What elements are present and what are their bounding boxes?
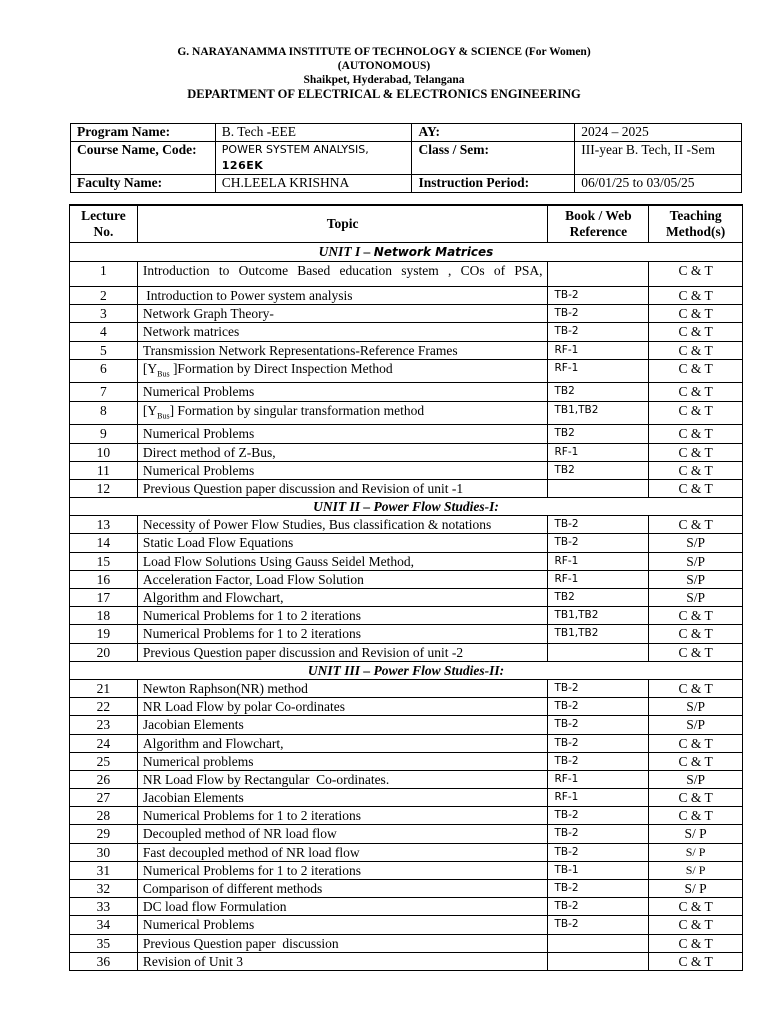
course-name-label: Course Name, Code:: [71, 142, 216, 175]
teaching-method: C & T: [649, 607, 743, 625]
lecture-row: [70, 934, 743, 952]
lecture-number: 34: [70, 916, 138, 934]
teaching-method: C & T: [649, 461, 743, 479]
book-web-reference: TB2: [548, 461, 649, 479]
lecture-number: 30: [70, 843, 138, 861]
instruction-period-label: Instruction Period:: [412, 175, 575, 193]
lecture-row: [70, 607, 743, 625]
lecture-topic: Necessity of Power Flow Studies, Bus classification & notations: [137, 516, 548, 534]
lecture-row: [70, 807, 743, 825]
book-web-reference: RF-1: [548, 789, 649, 807]
lecture-row: [70, 916, 743, 934]
class-sem-label: Class / Sem:: [412, 142, 575, 175]
lecture-row: [70, 287, 743, 305]
lecture-row: [70, 770, 743, 788]
unit-2-title: UNIT II – Power Flow Studies-I:: [313, 499, 499, 515]
book-web-reference: TB-2: [548, 516, 649, 534]
lecture-number: 14: [70, 534, 138, 552]
unit-2-heading: [70, 498, 743, 516]
book-web-reference: TB2: [548, 425, 649, 443]
lecture-row: [70, 679, 743, 697]
lecture-topic: Direct method of Z-Bus,: [137, 443, 548, 461]
book-web-reference: TB1,TB2: [548, 625, 649, 643]
lecture-topic: [137, 359, 548, 383]
lecture-topic: Newton Raphson(NR) method: [137, 679, 548, 697]
lecture-row: [70, 461, 743, 479]
lecture-row: [70, 305, 743, 323]
teaching-method: S/P: [649, 570, 743, 588]
teaching-method: C & T: [649, 734, 743, 752]
lecture-number: 28: [70, 807, 138, 825]
unit-heading: [70, 498, 743, 516]
book-web-reference: TB-2: [548, 880, 649, 898]
lecture-topic: Numerical Problems: [137, 461, 548, 479]
lecture-topic: Jacobian Elements: [137, 716, 548, 734]
schedule-body: [70, 243, 743, 971]
teaching-method: S/P: [649, 698, 743, 716]
lecture-row: [70, 323, 743, 341]
teaching-method: C & T: [649, 359, 743, 383]
class-sem-value: III-year B. Tech, II -Sem: [575, 142, 742, 175]
unit-heading: [70, 243, 743, 262]
document-header: [0, 45, 768, 101]
lecture-topic: Previous Question paper discussion and Revision of unit -2: [137, 643, 548, 661]
teaching-method: S/ P: [649, 861, 743, 879]
lecture-topic: Static Load Flow Equations: [137, 534, 548, 552]
lecture-row: [70, 589, 743, 607]
lecture-topic: Comparison of different methods: [137, 880, 548, 898]
book-web-reference: TB-2: [548, 916, 649, 934]
lecture-number: 18: [70, 607, 138, 625]
header-teaching-method: Teaching Method(s): [649, 205, 743, 243]
lecture-topic: Jacobian Elements: [137, 789, 548, 807]
lecture-topic: Numerical Problems for 1 to 2 iterations: [137, 861, 548, 879]
book-web-reference: RF-1: [548, 341, 649, 359]
lecture-topic: [137, 401, 548, 425]
course-code-value: 126EK: [221, 159, 264, 172]
lecture-topic: Acceleration Factor, Load Flow Solution: [137, 570, 548, 588]
lecture-number: 23: [70, 716, 138, 734]
teaching-method: S/P: [649, 589, 743, 607]
teaching-method: C & T: [649, 898, 743, 916]
teaching-method: C & T: [649, 752, 743, 770]
book-web-reference: TB-2: [548, 679, 649, 697]
lecture-row: [70, 752, 743, 770]
book-web-reference: TB-2: [548, 287, 649, 305]
book-web-reference: RF-1: [548, 770, 649, 788]
book-web-reference: TB-2: [548, 323, 649, 341]
teaching-method: C & T: [649, 401, 743, 425]
lecture-row: [70, 716, 743, 734]
lecture-number: 24: [70, 734, 138, 752]
lecture-row: [70, 843, 743, 861]
course-name-cell: [215, 142, 412, 175]
department-name: DEPARTMENT OF ELECTRICAL & ELECTRONICS ENGINEERING: [187, 87, 581, 101]
lecture-row: [70, 552, 743, 570]
teaching-method: S/ P: [649, 843, 743, 861]
lecture-topic: Decoupled method of NR load flow: [137, 825, 548, 843]
teaching-method: C & T: [649, 425, 743, 443]
book-web-reference: TB-2: [548, 534, 649, 552]
teaching-method: S/P: [649, 534, 743, 552]
lecture-row: [70, 825, 743, 843]
lecture-topic: Revision of Unit 3: [137, 952, 548, 970]
lecture-number: 1: [70, 262, 138, 287]
lecture-topic: Transmission Network Representations-Reference Frames: [137, 341, 548, 359]
lecture-topic: DC load flow Formulation: [137, 898, 548, 916]
book-web-reference: TB-2: [548, 716, 649, 734]
lecture-topic: Introduction to Power system analysis: [137, 287, 548, 305]
book-web-reference: [548, 643, 649, 661]
teaching-method: C & T: [649, 679, 743, 697]
lecture-row: [70, 570, 743, 588]
lecture-topic: NR Load Flow by Rectangular Co-ordinates.: [137, 770, 548, 788]
lecture-number: 25: [70, 752, 138, 770]
teaching-method: C & T: [649, 807, 743, 825]
book-web-reference: [548, 262, 649, 287]
teaching-method: C & T: [649, 341, 743, 359]
teaching-method: C & T: [649, 625, 743, 643]
info-row-faculty: [71, 175, 742, 193]
info-row-program: [71, 124, 742, 142]
lecture-row: [70, 789, 743, 807]
ay-label: AY:: [412, 124, 575, 142]
lecture-number: 16: [70, 570, 138, 588]
lecture-row: [70, 861, 743, 879]
lecture-number: 17: [70, 589, 138, 607]
book-web-reference: RF-1: [548, 570, 649, 588]
teaching-method: S/ P: [649, 825, 743, 843]
book-web-reference: TB-2: [548, 305, 649, 323]
lecture-topic: Numerical Problems for 1 to 2 iterations: [137, 807, 548, 825]
unit-heading: [70, 661, 743, 679]
lecture-number: 19: [70, 625, 138, 643]
unit-1-title: UNIT I –: [318, 244, 374, 259]
lecture-topic: Numerical problems: [137, 752, 548, 770]
teaching-method: C & T: [649, 443, 743, 461]
lecture-topic: Numerical Problems: [137, 383, 548, 401]
lecture-topic: Network Graph Theory-: [137, 305, 548, 323]
course-info-table: [70, 123, 742, 193]
lecture-row: [70, 534, 743, 552]
teaching-method: C & T: [649, 934, 743, 952]
unit-3-heading: [70, 661, 743, 679]
book-web-reference: [548, 479, 649, 497]
lecture-number: 32: [70, 880, 138, 898]
lecture-number: 10: [70, 443, 138, 461]
lecture-number: 33: [70, 898, 138, 916]
lecture-row: [70, 443, 743, 461]
book-web-reference: RF-1: [548, 443, 649, 461]
lecture-topic: Numerical Problems for 1 to 2 iterations: [137, 625, 548, 643]
book-web-reference: TB-2: [548, 807, 649, 825]
lecture-topic: Numerical Problems: [137, 425, 548, 443]
lecture-row: [70, 625, 743, 643]
lecture-topic: Fast decoupled method of NR load flow: [137, 843, 548, 861]
lecture-row: [70, 698, 743, 716]
book-web-reference: TB-1: [548, 861, 649, 879]
lecture-row: [70, 479, 743, 497]
lecture-row: [70, 643, 743, 661]
book-web-reference: RF-1: [548, 552, 649, 570]
ay-value: 2024 – 2025: [575, 124, 742, 142]
book-web-reference: TB-2: [548, 898, 649, 916]
book-web-reference: [548, 952, 649, 970]
lecture-row: [70, 734, 743, 752]
program-name-value: B. Tech -EEE: [215, 124, 412, 142]
lecture-topic: Numerical Problems: [137, 916, 548, 934]
autonomous-status: (AUTONOMOUS): [337, 60, 431, 72]
teaching-method: S/P: [649, 716, 743, 734]
lecture-row: [70, 359, 743, 383]
teaching-method: C & T: [649, 479, 743, 497]
lecture-number: 8: [70, 401, 138, 425]
lecture-topic: NR Load Flow by polar Co-ordinates: [137, 698, 548, 716]
lecture-number: 31: [70, 861, 138, 879]
book-web-reference: TB-2: [548, 843, 649, 861]
lecture-number: 6: [70, 359, 138, 383]
teaching-method: S/P: [649, 552, 743, 570]
topic-text-suffix: ]Formation by Direct Inspection Method: [169, 360, 393, 376]
lecture-number: 11: [70, 461, 138, 479]
lecture-number: 36: [70, 952, 138, 970]
lecture-topic: Previous Question paper discussion: [137, 934, 548, 952]
institute-name: G. NARAYANAMMA INSTITUTE OF TECHNOLOGY & SCIENCE (For Women): [177, 46, 591, 58]
teaching-method: C & T: [649, 516, 743, 534]
book-web-reference: TB-2: [548, 825, 649, 843]
unit-1-subtitle: Network Matrices: [373, 245, 494, 259]
lecture-schedule-table: [69, 204, 743, 971]
topic-text-suffix: ] Formation by singular transformation method: [169, 402, 425, 418]
lecture-row: [70, 516, 743, 534]
teaching-method: C & T: [649, 305, 743, 323]
institute-address: Shaikpet, Hyderabad, Telangana: [303, 74, 465, 86]
lecture-number: 12: [70, 479, 138, 497]
lecture-number: 27: [70, 789, 138, 807]
lecture-number: 13: [70, 516, 138, 534]
header-reference: Book / Web Reference: [548, 205, 649, 243]
book-web-reference: TB2: [548, 589, 649, 607]
book-web-reference: TB1,TB2: [548, 607, 649, 625]
lecture-number: 4: [70, 323, 138, 341]
book-web-reference: [548, 934, 649, 952]
lecture-row: [70, 341, 743, 359]
lecture-topic: Previous Question paper discussion and Revision of unit -1: [137, 479, 548, 497]
teaching-method: C & T: [649, 643, 743, 661]
book-web-reference: TB-2: [548, 752, 649, 770]
instruction-period-value: 06/01/25 to 03/05/25: [575, 175, 742, 193]
topic-text-prefix: [Y: [142, 402, 158, 418]
teaching-method: C & T: [649, 789, 743, 807]
header-lecture-no: Lecture No.: [70, 205, 138, 243]
teaching-method: C & T: [649, 952, 743, 970]
info-row-course: [71, 142, 742, 175]
course-name-value: POWER SYSTEM ANALYSIS,: [221, 143, 369, 156]
lecture-topic: Numerical Problems for 1 to 2 iterations: [137, 607, 548, 625]
lecture-row: [70, 898, 743, 916]
teaching-method: C & T: [649, 287, 743, 305]
topic-text: Introduction to Outcome Based education system , COs of PSA,: [142, 263, 543, 278]
program-name-label: Program Name:: [71, 124, 216, 142]
lecture-row: [70, 383, 743, 401]
lecture-number: 3: [70, 305, 138, 323]
topic-text-prefix: [Y: [142, 360, 158, 376]
lecture-row: [70, 880, 743, 898]
teaching-method: S/P: [649, 770, 743, 788]
lecture-number: 2: [70, 287, 138, 305]
teaching-method: S/ P: [649, 880, 743, 898]
teaching-method: C & T: [649, 383, 743, 401]
unit-3-title: UNIT III – Power Flow Studies-II:: [307, 662, 505, 678]
lecture-number: 29: [70, 825, 138, 843]
teaching-method: C & T: [649, 916, 743, 934]
lecture-number: 26: [70, 770, 138, 788]
lecture-number: 15: [70, 552, 138, 570]
lecture-number: 22: [70, 698, 138, 716]
book-web-reference: TB2: [548, 383, 649, 401]
lecture-row: [70, 262, 743, 287]
lecture-number: 20: [70, 643, 138, 661]
lecture-topic: Load Flow Solutions Using Gauss Seidel Method,: [137, 552, 548, 570]
teaching-method: C & T: [649, 323, 743, 341]
lecture-topic: Network matrices: [137, 323, 548, 341]
lecture-topic: [137, 262, 548, 287]
ybus-subscript: Bus: [157, 411, 170, 421]
unit-1-heading: [70, 243, 743, 262]
lecture-topic: Algorithm and Flowchart,: [137, 589, 548, 607]
faculty-name-value: CH.LEELA KRISHNA: [215, 175, 412, 193]
lecture-number: 35: [70, 934, 138, 952]
book-web-reference: RF-1: [548, 359, 649, 383]
lecture-row: [70, 401, 743, 425]
lecture-number: 7: [70, 383, 138, 401]
book-web-reference: TB-2: [548, 734, 649, 752]
ybus-subscript: Bus: [157, 369, 170, 379]
schedule-header-row: [70, 205, 743, 243]
book-web-reference: TB1,TB2: [548, 401, 649, 425]
book-web-reference: TB-2: [548, 698, 649, 716]
lecture-number: 5: [70, 341, 138, 359]
lecture-row: [70, 425, 743, 443]
lecture-number: 9: [70, 425, 138, 443]
lecture-row: [70, 952, 743, 970]
lecture-topic: Algorithm and Flowchart,: [137, 734, 548, 752]
lecture-number: 21: [70, 679, 138, 697]
faculty-name-label: Faculty Name:: [71, 175, 216, 193]
teaching-method: C & T: [649, 262, 743, 287]
header-topic: Topic: [137, 205, 548, 243]
